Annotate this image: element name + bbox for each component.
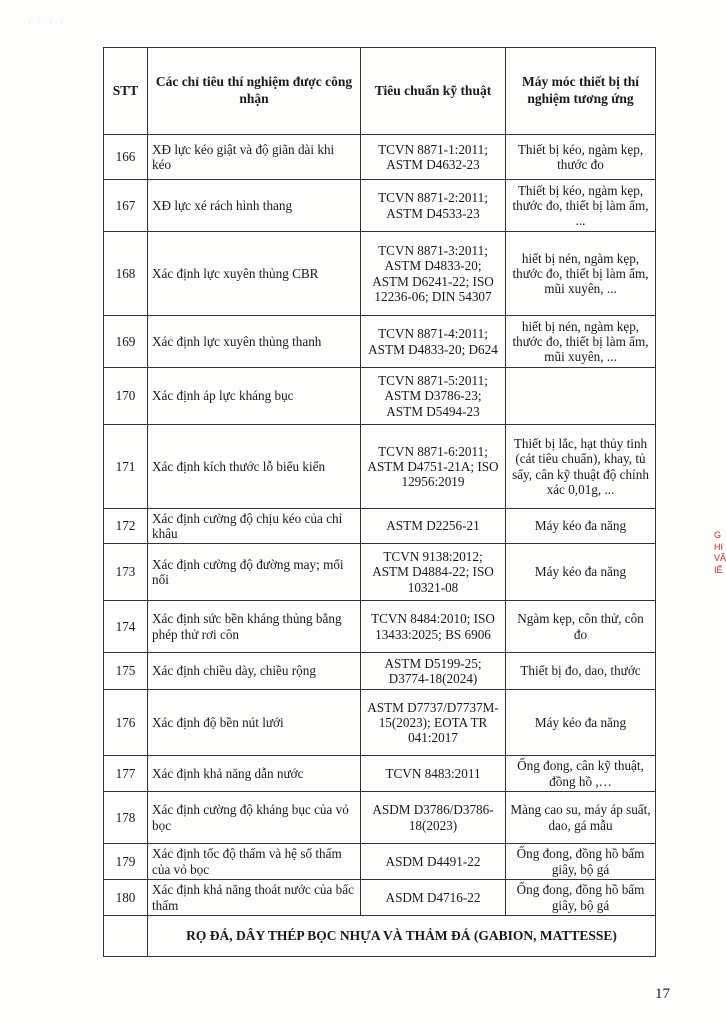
row-stt: 166 — [104, 135, 148, 180]
stamp-text-line: IỂ — [714, 565, 723, 576]
row-equipment: Ngàm kẹp, côn thử, côn đo — [506, 601, 656, 653]
row-criteria: Xác định độ bền nút lưới — [148, 690, 361, 756]
row-equipment: Máy kéo đa năng — [506, 544, 656, 601]
row-equipment: hiết bị nén, ngàm kẹp, thước đo, thiết bị làm ẩm, mũi xuyên, ... — [506, 232, 656, 316]
section-empty-cell — [104, 916, 148, 957]
page-number: 17 — [655, 986, 670, 1002]
row-criteria: Xác định cường độ kháng bục của vỏ bọc — [148, 792, 361, 844]
row-standard: TCVN 8871-3:2011; ASTM D4833-20; ASTM D6241-22; ISO 12236-06; DIN 54307 — [361, 232, 506, 316]
row-standard: TCVN 8483:2011 — [361, 756, 506, 792]
row-equipment — [506, 368, 656, 425]
row-equipment: Màng cao su, máy áp suất, dao, gá mẫu — [506, 792, 656, 844]
table-row — [104, 368, 656, 425]
row-standard: ASDM D4716-22 — [361, 880, 506, 916]
row-standard: TCVN 8871-4:2011; ASTM D4833-20; D624 — [361, 316, 506, 368]
row-stt: 170 — [104, 368, 148, 425]
row-equipment: Thiết bị kéo, ngàm kẹp, thước đo — [506, 135, 656, 180]
header-equipment: Máy móc thiết bị thí nghiệm tương ứng — [506, 48, 656, 135]
table-row — [104, 232, 656, 316]
row-stt: 172 — [104, 509, 148, 544]
row-equipment: Thiết bị đo, dao, thước — [506, 653, 656, 690]
row-stt: 168 — [104, 232, 148, 316]
row-criteria: XĐ lực xé rách hình thang — [148, 180, 361, 232]
row-equipment: Máy kéo đa năng — [506, 690, 656, 756]
row-equipment: Ống đong, đồng hồ bấm giây, bộ gá — [506, 880, 656, 916]
row-equipment: hiết bị nén, ngàm kẹp, thước đo, thiết bị làm ẩm, mũi xuyên, ... — [506, 316, 656, 368]
table-header-row — [104, 48, 656, 135]
row-standard: TCVN 8871-1:2011; ASTM D4632-23 — [361, 135, 506, 180]
row-standard: ASDM D3786/D3786-18(2023) — [361, 792, 506, 844]
row-equipment: Máy kéo đa năng — [506, 509, 656, 544]
row-stt: 171 — [104, 425, 148, 509]
stamp-text-line: G — [714, 530, 722, 540]
row-standard: ASTM D7737/D7737M-15(2023); EOTA TR 041:2017 — [361, 690, 506, 756]
table-row — [104, 180, 656, 232]
section-heading: RỌ ĐÁ, DÂY THÉP BỌC NHỰA VÀ THẢM ĐÁ (GABION, MATTESSE) — [148, 916, 656, 957]
row-standard: TCVN 8871-5:2011; ASTM D3786-23; ASTM D5494-23 — [361, 368, 506, 425]
row-equipment: Thiết bị lắc, hạt thủy tinh (cát tiêu chuẩn), khay, tủ sấy, cân kỹ thuật độ chính xác 0,01g, ... — [506, 425, 656, 509]
table-row — [104, 601, 656, 653]
table-row — [104, 690, 656, 756]
table-row — [104, 653, 656, 690]
row-stt: 177 — [104, 756, 148, 792]
row-standard: ASDM D4491-22 — [361, 844, 506, 880]
stamp-text-line: HI — [714, 541, 723, 552]
stamp-text-line: VÃ — [714, 553, 726, 564]
row-criteria: Xác định cường độ chịu kéo của chỉ khâu — [148, 509, 361, 544]
row-equipment: Ống đong, cân kỹ thuật, đồng hồ ,… — [506, 756, 656, 792]
row-stt: 167 — [104, 180, 148, 232]
table-row — [104, 135, 656, 180]
row-stt: 169 — [104, 316, 148, 368]
table-row — [104, 844, 656, 880]
row-criteria: Xác định lực xuyên thủng CBR — [148, 232, 361, 316]
row-stt: 179 — [104, 844, 148, 880]
table-row — [104, 509, 656, 544]
row-criteria: Xác định áp lực kháng bục — [148, 368, 361, 425]
row-standard: TCVN 8484:2010; ISO 13433:2025; BS 6906 — [361, 601, 506, 653]
row-criteria: Xác định chiều dày, chiều rộng — [148, 653, 361, 690]
row-equipment: Ống đong, đồng hồ bấm giây, bộ gá — [506, 844, 656, 880]
row-stt: 173 — [104, 544, 148, 601]
table-row — [104, 880, 656, 916]
table-row — [104, 792, 656, 844]
table-row — [104, 544, 656, 601]
scan-marks: · · · · — [28, 18, 66, 27]
row-criteria: Xác định lực xuyên thủng thanh — [148, 316, 361, 368]
row-criteria: Xác định khả năng dẫn nước — [148, 756, 361, 792]
header-stt: STT — [104, 48, 148, 135]
row-standard: TCVN 8871-6:2011; ASTM D4751-21A; ISO 12956:2019 — [361, 425, 506, 509]
row-stt: 176 — [104, 690, 148, 756]
table-row — [104, 425, 656, 509]
row-criteria: Xác định tốc độ thấm và hệ số thấm của vỏ bọc — [148, 844, 361, 880]
row-criteria: Xác định sức bền kháng thủng bằng phép thử rơi côn — [148, 601, 361, 653]
row-standard: TCVN 9138:2012; ASTM D4884-22; ISO 10321-08 — [361, 544, 506, 601]
row-standard: TCVN 8871-2:2011; ASTM D4533-23 — [361, 180, 506, 232]
row-criteria: Xác định cường độ đường may; mối nối — [148, 544, 361, 601]
row-standard: ASTM D2256-21 — [361, 509, 506, 544]
table-row — [104, 756, 656, 792]
row-stt: 180 — [104, 880, 148, 916]
table-row — [104, 316, 656, 368]
accreditation-table — [103, 47, 656, 957]
row-stt: 174 — [104, 601, 148, 653]
row-criteria: XĐ lực kéo giật và độ giãn dài khi kéo — [148, 135, 361, 180]
row-standard: ASTM D5199-25; D3774-18(2024) — [361, 653, 506, 690]
stamp-fragment — [714, 530, 724, 577]
row-criteria: Xác định kích thước lỗ biểu kiến — [148, 425, 361, 509]
row-stt: 175 — [104, 653, 148, 690]
row-stt: 178 — [104, 792, 148, 844]
header-standard: Tiêu chuẩn kỹ thuật — [361, 48, 506, 135]
row-equipment: Thiết bị kéo, ngàm kẹp, thước đo, thiết bị làm ẩm, ... — [506, 180, 656, 232]
header-criteria: Các chỉ tiêu thí nghiệm được công nhận — [148, 48, 361, 135]
section-row — [104, 916, 656, 957]
row-criteria: Xác định khả năng thoát nước của bấc thấm — [148, 880, 361, 916]
